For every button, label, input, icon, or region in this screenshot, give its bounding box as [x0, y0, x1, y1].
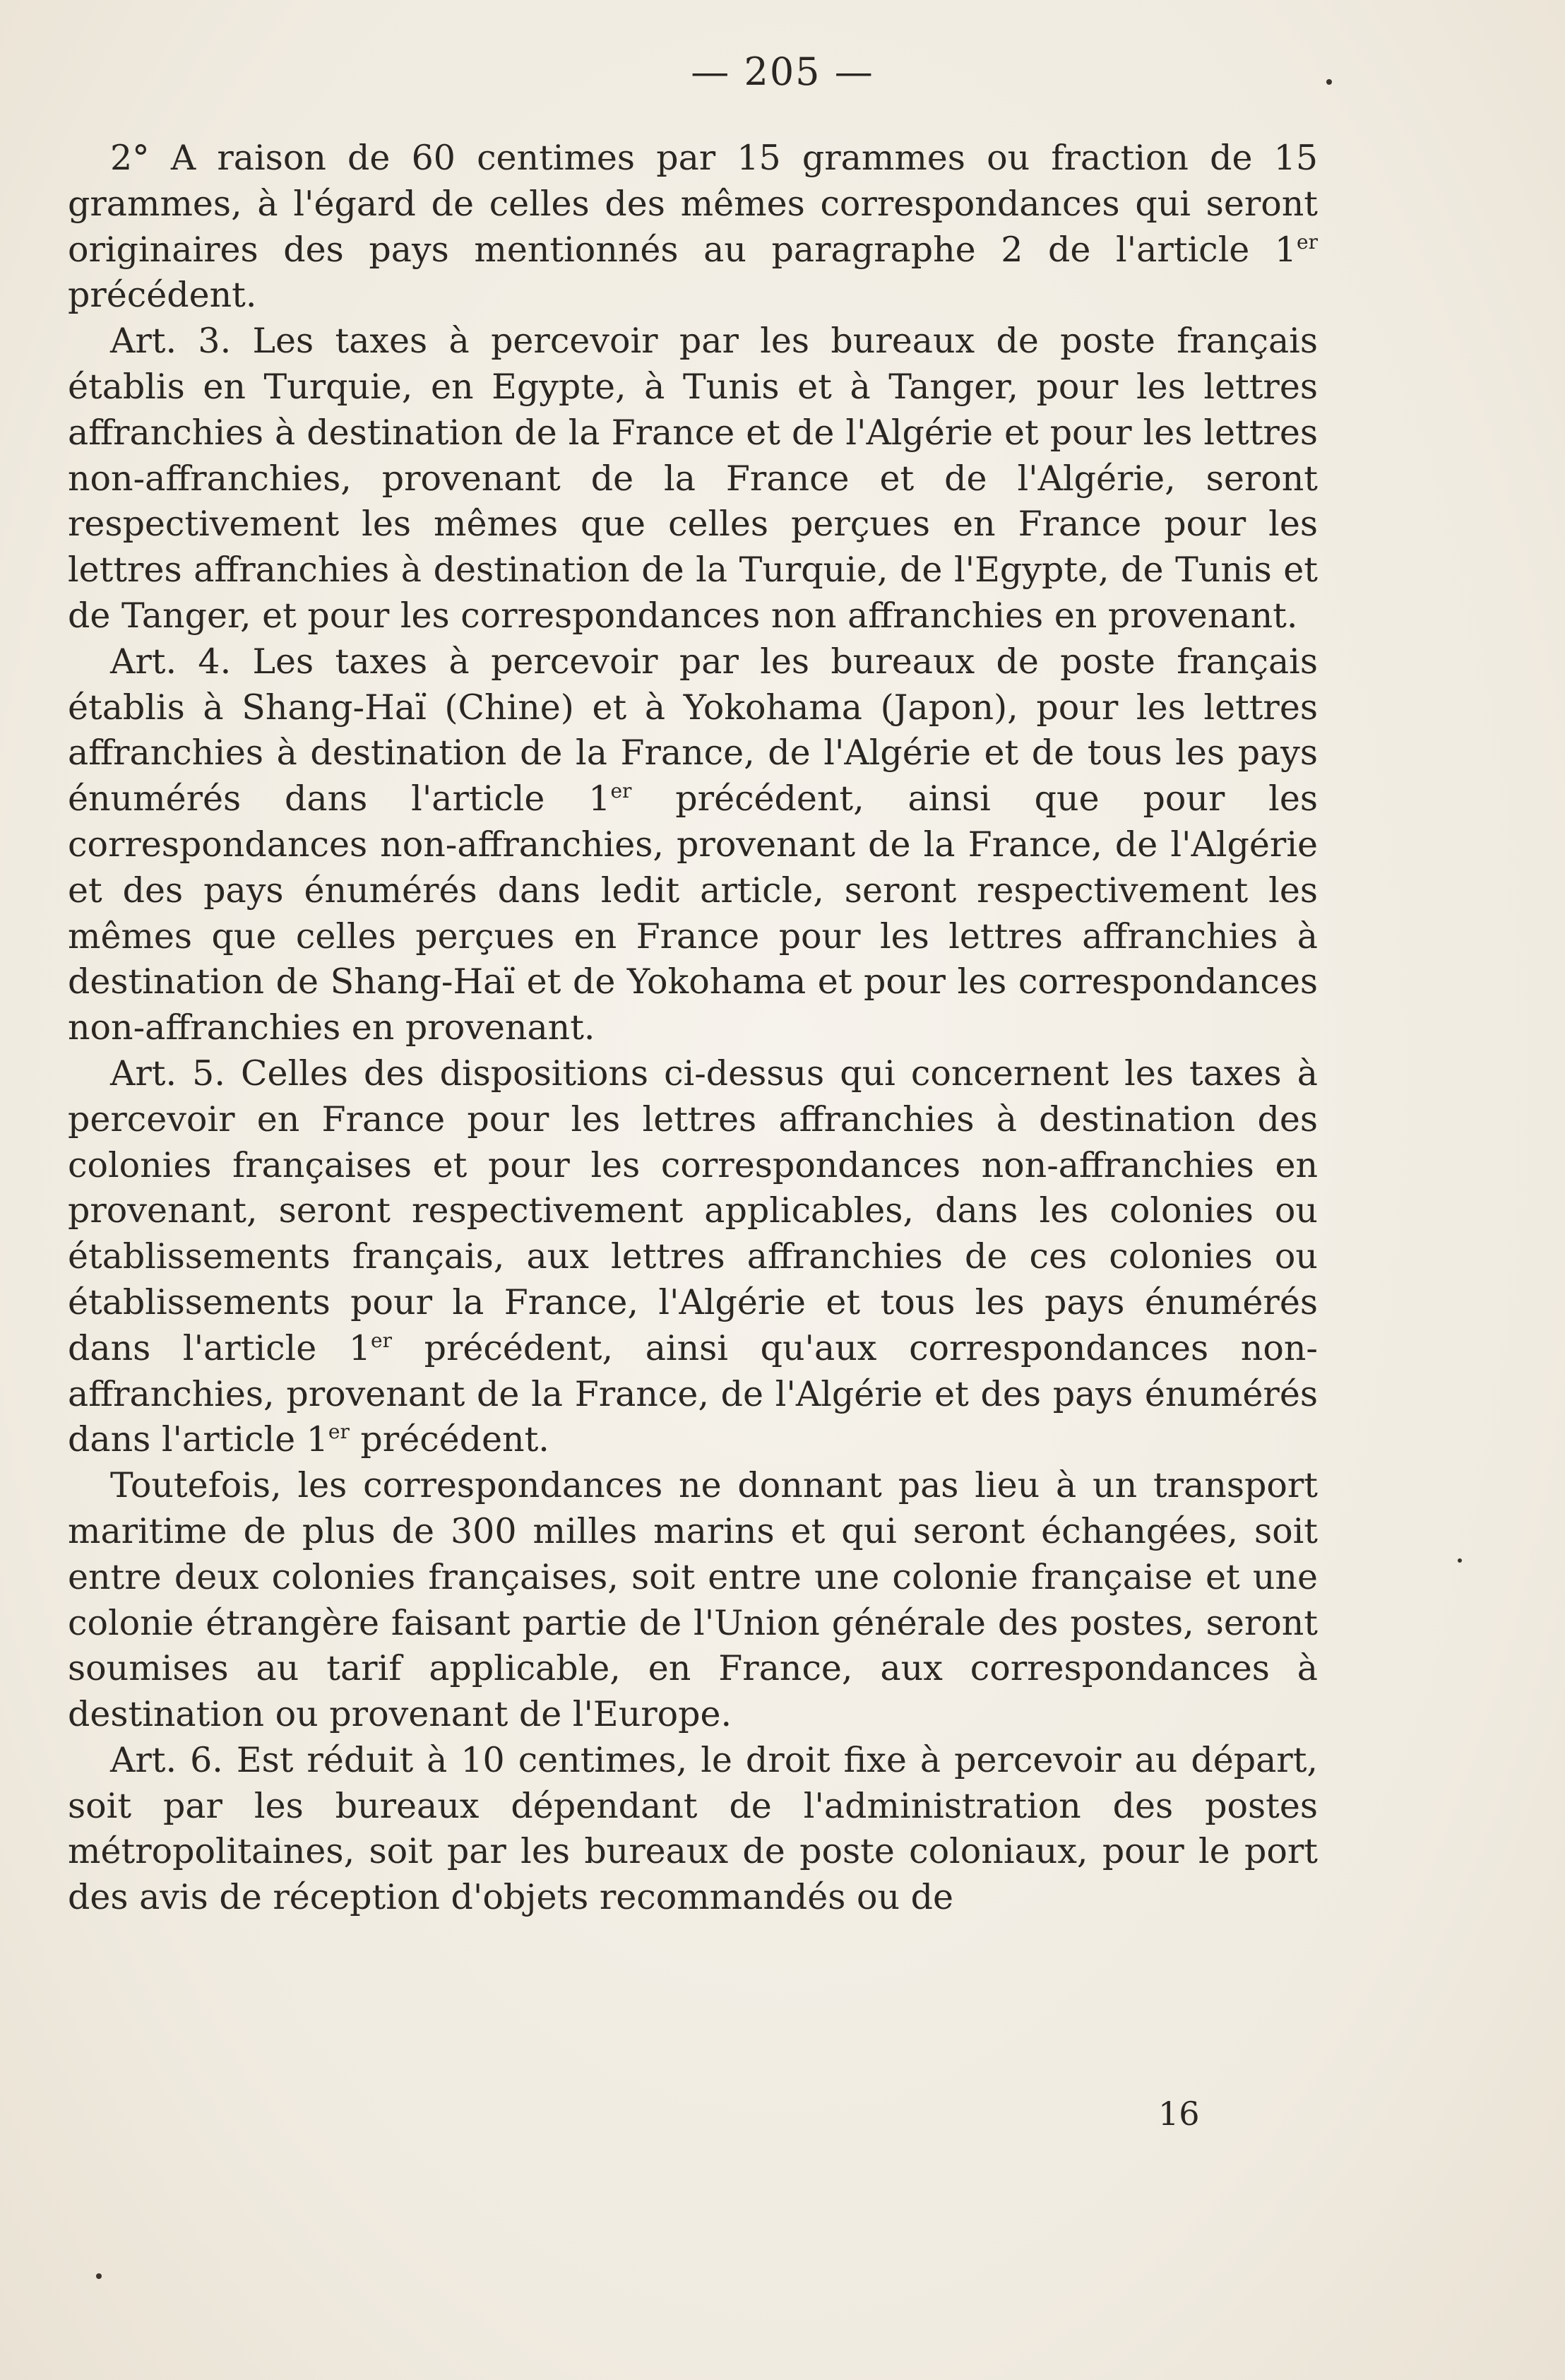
paragraph-article-3: Art. 3. Les taxes à percevoir par les bureaux de poste français établis en Turquie, en Egypte, à Tunis et à Tanger, pour les lettres affranchies à destination de la France et de l'Algérie et pour les lettres non-affranchies, provenant de la France et de l'Algérie, seront respectivement les mêmes que celles perçues en France pour les lettres affranchies à destination de la Turquie, de l'Egypte, de Tunis et de Tanger, et pour les correspondances non affranchies en provenant.	[68, 321, 1318, 636]
paragraph-article-4-after: précédent, ainsi que pour les correspondances non-affranchies, provenant de la France, de l'Algérie et des pays énumérés dans ledit article, seront respectivement les mêmes que celles perçues en France pour les lettres affranchies à destination de Shang-Haï et de Yokohama et pour les correspondances non-affranchies en provenant.	[68, 778, 1318, 1048]
paragraph-article-5	[68, 1051, 1318, 1463]
paragraph-article-5-before: Art. 5. Celles des dispositions ci-dessus qui concernent les taxes à percevoir en France pour les lettres affranchies à destination des colonies françaises et pour les correspondances non-affranchies en provenant, seront respectivement applicables, dans les colonies ou établissements français, aux lettres affranchies de ces colonies ou établissements pour la France, l'Algérie et tous les pays énumérés dans l'article 1	[68, 1053, 1318, 1368]
superscript-er: er	[371, 1328, 392, 1352]
paragraph-article-6: Art. 6. Est réduit à 10 centimes, le droit fixe à percevoir au départ, soit par les bureaux dépendant de l'administration des postes métropolitaines, soit par les bureaux de poste coloniaux, pour le port des avis de réception d'objets recommandés ou de	[68, 1739, 1318, 1918]
superscript-er: er	[328, 1420, 350, 1444]
paragraph-article-4-before: Art. 4. Les taxes à percevoir par les bureaux de poste français établis à Shang-Haï (Chine) et à Yokohama (Japon), pour les lettres affranchies à destination de la France, de l'Algérie et de tous les pays énumérés dans l'article 1	[68, 641, 1318, 819]
ink-speck	[1458, 1558, 1462, 1563]
body-text	[68, 136, 1318, 1921]
paragraph-toutefois: Toutefois, les correspondances ne donnant pas lieu à un transport maritime de plus de 300 milles marins et qui seront échangées, soit entre deux colonies françaises, soit entre une colonie française et une colonie étrangère faisant partie de l'Union générale des postes, seront soumises au tarif applicable, en France, aux correspondances à destination ou provenant de l'Europe.	[68, 1465, 1318, 1735]
ink-speck	[96, 2273, 102, 2279]
superscript-er: er	[610, 779, 632, 803]
ink-speck	[1326, 79, 1332, 85]
paragraph-article-5-after: précédent.	[349, 1419, 549, 1460]
paragraph-1-before: 2° A raison de 60 centimes par 15 grammes ou fraction de 15 grammes, à l'égard de celles des mêmes correspondances qui seront originaires des pays mentionnés au paragraphe 2 de l'article 1	[68, 138, 1318, 270]
paragraph-1	[68, 136, 1318, 319]
paragraph-1-after: précédent.	[68, 275, 257, 316]
superscript-er: er	[1297, 230, 1318, 254]
page-number: — 205 —	[691, 49, 874, 94]
signature-mark: 16	[1158, 2095, 1200, 2133]
paragraph-article-5-middle: précédent, ainsi qu'aux correspondances non-affranchies, provenant de la France, de l'Algérie et des pays énumérés dans l'article 1	[68, 1327, 1318, 1460]
paragraph-article-4	[68, 639, 1318, 1051]
